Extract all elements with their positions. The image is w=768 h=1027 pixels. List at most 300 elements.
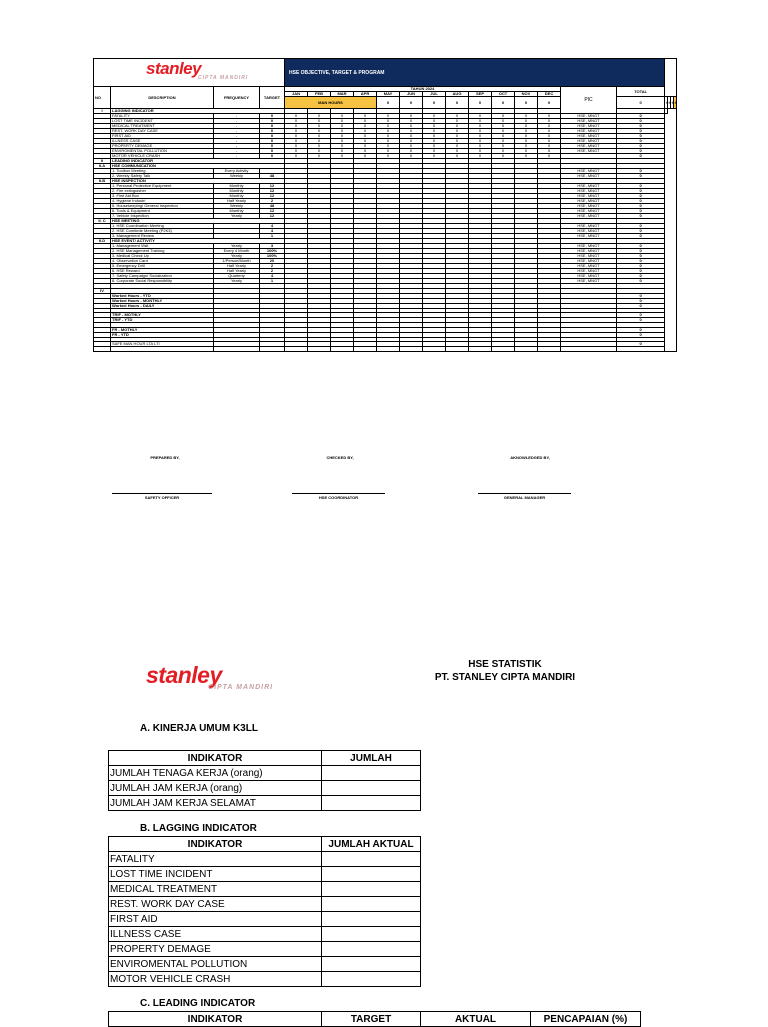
month-cell: 0 xyxy=(285,154,308,159)
month-cell: 0 xyxy=(308,124,331,129)
safety-officer-label: SAFETY OFFICER xyxy=(144,495,180,500)
row-pic: HSE, MNGT xyxy=(561,114,617,119)
logo-sub-text: CIPTA MANDIRI xyxy=(198,75,249,81)
row-description: 3. First Aid Box xyxy=(111,194,214,199)
value-cell xyxy=(322,852,421,867)
row-description: 6. Tools & Equipment xyxy=(111,209,214,214)
iv-total: 0 xyxy=(617,293,665,298)
row-target: 20 xyxy=(260,259,285,264)
row-total: 0 xyxy=(617,209,665,214)
row-frequency: - xyxy=(214,144,260,149)
row-total: 0 xyxy=(617,214,665,219)
row-target: 0 xyxy=(260,154,285,159)
month-cell: 0 xyxy=(423,119,446,124)
value-cell xyxy=(322,957,421,972)
month-cell: 0 xyxy=(446,124,469,129)
row-target: 2 xyxy=(260,269,285,274)
row-target: 12 xyxy=(260,194,285,199)
month-cell: 0 xyxy=(331,149,354,154)
month-cell: 0 xyxy=(515,114,538,119)
row-total: 0 xyxy=(617,119,665,124)
row-pic: HSE, MNGT xyxy=(561,264,617,269)
table-row xyxy=(109,897,421,912)
month-cell: 0 xyxy=(492,129,515,134)
row-frequency: Yearly xyxy=(214,254,260,259)
row-frequency: - xyxy=(214,129,260,134)
man-hours-value: 0 xyxy=(400,97,423,109)
safe-total: 0 xyxy=(617,342,665,347)
month-cell: 0 xyxy=(377,119,400,124)
safe-man-hour-label: SAFE MAN HOUR LTA LTI xyxy=(111,342,214,347)
indicator-cell: ENVIROMENTAL POLLUTION xyxy=(109,957,322,972)
month-cell: 0 xyxy=(308,114,331,119)
section-title: HSE INSPECTION xyxy=(111,179,285,184)
man-hours-value: 0 xyxy=(446,97,469,109)
row-total: 0 xyxy=(617,144,665,149)
company-logo-2 xyxy=(146,664,286,694)
row-description: ILLNESS CASE xyxy=(111,139,214,144)
hse-coordinator-label: HSE COORDINATOR xyxy=(318,495,359,500)
row-target: 0 xyxy=(260,134,285,139)
month-cell: 0 xyxy=(515,139,538,144)
row-description: 1. HSE Coordination Meeting xyxy=(111,224,214,229)
indicator-cell: JUMLAH JAM KERJA SELAMAT xyxy=(109,796,322,811)
row-total: 0 xyxy=(617,149,665,154)
iv-label: TRIF - MOTHLY xyxy=(111,313,214,318)
row-pic: HSE, MNGT xyxy=(561,184,617,189)
month-cell: 0 xyxy=(515,134,538,139)
row-description: 4. Observation Card xyxy=(111,259,214,264)
month-cell: 0 xyxy=(285,119,308,124)
month-jul: JUL xyxy=(423,92,446,97)
col-year: TAHUN 2024 xyxy=(285,87,561,92)
month-aug: AUG xyxy=(446,92,469,97)
logo-brand-text-2: stanley xyxy=(146,662,222,688)
section-title: HSE COMMUNICATION xyxy=(111,164,285,169)
row-frequency: - xyxy=(214,134,260,139)
month-cell: 0 xyxy=(400,129,423,134)
blank-cell xyxy=(423,347,446,352)
row-frequency: Half Yearly xyxy=(214,264,260,269)
row-target: 12 xyxy=(260,184,285,189)
table-row xyxy=(109,867,421,882)
row-frequency: - xyxy=(214,154,260,159)
table-row xyxy=(109,781,421,796)
row-description: 2. HSE Comitede Meeting (P2K3) xyxy=(111,229,214,234)
month-cell: 0 xyxy=(400,124,423,129)
month-cell: 0 xyxy=(469,154,492,159)
row-total: 0 xyxy=(617,134,665,139)
blank-cell xyxy=(665,109,668,114)
sheet-title: HSE OBJECTIVE, TARGET & PROGRAM xyxy=(285,59,665,87)
blank-cell xyxy=(515,347,538,352)
row-frequency: Weekly xyxy=(214,174,260,179)
value-cell xyxy=(322,796,421,811)
month-cell: 0 xyxy=(354,154,377,159)
row-pic: HSE, MNGT xyxy=(561,209,617,214)
row-target: 4 xyxy=(260,229,285,234)
man-hours-total: 0 xyxy=(674,97,677,109)
section-title: HSE EVENT/ ACTIVITY xyxy=(111,239,285,244)
row-description: 5. Housekeeping/ General Inspection xyxy=(111,204,214,209)
indicator-cell: FATALITY xyxy=(109,852,322,867)
row-description: 5. Emergency Drill xyxy=(111,264,214,269)
blank-cell xyxy=(354,347,377,352)
month-cell: 0 xyxy=(538,154,561,159)
man-hours-value: 0 xyxy=(377,97,400,109)
month-jan: JAN xyxy=(285,92,308,97)
row-pic: HSE, MNGT xyxy=(561,194,617,199)
month-cell: 0 xyxy=(400,144,423,149)
month-cell: 0 xyxy=(285,134,308,139)
row-description: 8. Corporate Social Responsibility xyxy=(111,279,214,284)
month-cell: 0 xyxy=(423,114,446,119)
row-target: 4 xyxy=(260,224,285,229)
month-cell: 0 xyxy=(331,114,354,119)
value-cell xyxy=(322,897,421,912)
row-pic: HSE, MNGT xyxy=(561,279,617,284)
table-row xyxy=(109,972,421,987)
month-cell: 0 xyxy=(354,124,377,129)
row-target: 12 xyxy=(260,214,285,219)
month-cell: 0 xyxy=(354,149,377,154)
row-pic: HSE, MNGT xyxy=(561,269,617,274)
row-description: REST. WORK DAY CASE xyxy=(111,129,214,134)
row-frequency: - xyxy=(214,124,260,129)
value-cell xyxy=(322,882,421,897)
month-cell: 0 xyxy=(492,149,515,154)
month-cell: 0 xyxy=(538,119,561,124)
row-frequency: Half Yearly xyxy=(214,269,260,274)
month-cell: 0 xyxy=(538,114,561,119)
row-pic: HSE, MNGT xyxy=(561,254,617,259)
month-cell: 0 xyxy=(492,134,515,139)
blank-cell xyxy=(111,347,214,352)
month-cell: 0 xyxy=(423,129,446,134)
month-feb: FEB xyxy=(308,92,331,97)
month-cell: 0 xyxy=(331,154,354,159)
table-header-cell: TARGET xyxy=(322,1012,421,1027)
table-header-cell: JUMLAH AKTUAL xyxy=(322,837,421,852)
indicator-cell: LOST TIME INCIDENT xyxy=(109,867,322,882)
iv-label: Worked Hours - YTD xyxy=(111,293,214,298)
row-total: 0 xyxy=(617,184,665,189)
month-cell: 0 xyxy=(469,134,492,139)
month-sep: SEP xyxy=(469,92,492,97)
blank-cell xyxy=(538,347,561,352)
iv-total: 0 xyxy=(617,303,665,308)
row-target: 0 xyxy=(260,119,285,124)
row-target: 48 xyxy=(260,204,285,209)
row-pic: HSE, MNGT xyxy=(561,249,617,254)
row-pic: HSE, MNGT xyxy=(561,169,617,174)
row-pic: HSE, MNGT xyxy=(561,149,617,154)
row-total: 0 xyxy=(617,194,665,199)
row-description: MEDICAL TREATMENT xyxy=(111,124,214,129)
col-target: TARGET xyxy=(260,87,285,109)
month-cell: 0 xyxy=(400,119,423,124)
row-frequency: - xyxy=(214,114,260,119)
row-frequency: - xyxy=(214,149,260,154)
col-total: TOTAL xyxy=(617,87,665,97)
month-cell: 0 xyxy=(492,139,515,144)
col-pic: PIC xyxy=(561,87,617,114)
row-target: 100% xyxy=(260,254,285,259)
section-no: II.D xyxy=(94,239,111,244)
month-apr: APR xyxy=(354,92,377,97)
month-cell: 0 xyxy=(423,149,446,154)
row-target: 2 xyxy=(260,199,285,204)
value-cell xyxy=(322,781,421,796)
table-row xyxy=(109,852,421,867)
value-cell xyxy=(322,972,421,987)
row-pic: HSE, MNGT xyxy=(561,214,617,219)
month-cell: 0 xyxy=(469,124,492,129)
man-hours-value: 0 xyxy=(515,97,538,109)
row-description: PROPERTY DEMAGE xyxy=(111,144,214,149)
row-pic: HSE, MNGT xyxy=(561,144,617,149)
row-pic: HSE, MNGT xyxy=(561,234,617,239)
month-cell: 0 xyxy=(538,144,561,149)
indicator-cell: REST. WORK DAY CASE xyxy=(109,897,322,912)
row-target: 1 xyxy=(260,234,285,239)
month-cell: 0 xyxy=(354,129,377,134)
row-description: 2. Weekly Safety Talk xyxy=(111,174,214,179)
row-pic: HSE, MNGT xyxy=(561,139,617,144)
month-cell: 0 xyxy=(446,134,469,139)
row-description: MOTOR VEHICLE CRASH xyxy=(111,154,214,159)
row-target: 0 xyxy=(260,114,285,119)
month-cell: 0 xyxy=(492,154,515,159)
row-frequency: Quarterly xyxy=(214,274,260,279)
month-cell: 0 xyxy=(377,129,400,134)
month-cell: 0 xyxy=(492,114,515,119)
row-target: 2 xyxy=(260,264,285,269)
section-no: II.B xyxy=(94,179,111,184)
man-hours-value: 0 xyxy=(469,97,492,109)
month-cell: 0 xyxy=(354,119,377,124)
iv-label: Worked Hours - DAILY xyxy=(111,303,214,308)
month-cell: 0 xyxy=(469,144,492,149)
section-c-title: C. LEADING INDICATOR xyxy=(140,998,256,1009)
month-cell: 0 xyxy=(423,144,446,149)
row-pic: HSE, MNGT xyxy=(561,174,617,179)
row-description: 7. Vehicle Inspection xyxy=(111,214,214,219)
row-frequency: Every 4 Month xyxy=(214,249,260,254)
row-description: ENVIROMENTAL POLLUTION xyxy=(111,149,214,154)
row-pic: HSE, MNGT xyxy=(561,199,617,204)
indicator-cell: ILLNESS CASE xyxy=(109,927,322,942)
month-cell: 0 xyxy=(515,119,538,124)
month-cell: 0 xyxy=(308,119,331,124)
month-cell: 0 xyxy=(538,139,561,144)
month-cell: 0 xyxy=(446,154,469,159)
iv-total: 0 xyxy=(617,318,665,323)
row-total: 0 xyxy=(617,154,665,159)
row-total: 0 xyxy=(617,279,665,284)
logo-brand-text: stanley xyxy=(146,59,202,78)
section-no: II. C xyxy=(94,219,111,224)
month-cell: 0 xyxy=(469,114,492,119)
month-cell: 0 xyxy=(446,139,469,144)
month-cell: 0 xyxy=(446,144,469,149)
blank-cell xyxy=(469,347,492,352)
row-target: 12 xyxy=(260,209,285,214)
month-cell: 0 xyxy=(308,139,331,144)
statistik-company: PT. STANLEY CIPTA MANDIRI xyxy=(434,672,576,683)
section-title: LEADING INDICATOR xyxy=(111,159,285,164)
table-header-cell: INDIKATOR xyxy=(109,1012,322,1027)
man-hours-label: MAN HOURS xyxy=(285,97,377,109)
table-row xyxy=(109,927,421,942)
section-title: HSE MEETING xyxy=(111,219,285,224)
month-cell: 0 xyxy=(515,154,538,159)
acknowledged-by-label: AKNOWLEDGED BY, xyxy=(510,455,550,460)
value-cell xyxy=(322,867,421,882)
month-cell: 0 xyxy=(400,134,423,139)
blank-cell xyxy=(260,347,285,352)
row-total: 0 xyxy=(617,244,665,249)
row-description: 3. Management Review xyxy=(111,234,214,239)
month-cell: 0 xyxy=(377,149,400,154)
table-header-cell: AKTUAL xyxy=(421,1012,531,1027)
month-jun: JUN xyxy=(400,92,423,97)
blank-cell xyxy=(561,347,617,352)
table-header-cell: INDIKATOR xyxy=(109,751,322,766)
row-description: FIRST AID xyxy=(111,134,214,139)
leading-table xyxy=(108,1011,641,1027)
row-target: 100% xyxy=(260,249,285,254)
month-cell: 0 xyxy=(492,144,515,149)
blank-cell xyxy=(94,347,111,352)
month-oct: OCT xyxy=(492,92,515,97)
row-total: 0 xyxy=(617,259,665,264)
section-a-title: A. KINERJA UMUM K3LL xyxy=(140,723,258,734)
signature-line-officer xyxy=(112,493,212,494)
checked-by-label: CHECKED BY, xyxy=(326,455,354,460)
table-header-cell: PENCAPAIAN (%) xyxy=(531,1012,641,1027)
month-cell: 0 xyxy=(515,149,538,154)
month-cell: 0 xyxy=(331,139,354,144)
row-pic: HSE, MNGT xyxy=(561,129,617,134)
table-header-row xyxy=(109,751,421,766)
gap-row xyxy=(94,347,677,352)
table-header-row xyxy=(109,1012,641,1027)
blank-cell xyxy=(331,347,354,352)
value-cell xyxy=(322,942,421,957)
month-cell: 0 xyxy=(469,119,492,124)
iv-no: IV xyxy=(94,288,111,293)
row-pic: HSE, MNGT xyxy=(561,189,617,194)
row-description: 2. HSE Management Training xyxy=(111,249,214,254)
section-no: II xyxy=(94,159,111,164)
row-frequency: - xyxy=(214,139,260,144)
table-row xyxy=(109,942,421,957)
month-cell: 0 xyxy=(515,129,538,134)
row-total: 0 xyxy=(617,129,665,134)
month-cell: 0 xyxy=(331,134,354,139)
month-cell: 0 xyxy=(308,129,331,134)
value-cell xyxy=(322,912,421,927)
lagging-table xyxy=(108,836,421,987)
indicator-cell: MEDICAL TREATMENT xyxy=(109,882,322,897)
col-no: NO xyxy=(94,87,111,109)
row-frequency: Monthly xyxy=(214,194,260,199)
section-no: II.A xyxy=(94,164,111,169)
indicator-cell: PROPERTY DEMAGE xyxy=(109,942,322,957)
month-cell: 0 xyxy=(423,134,446,139)
table-header-cell: JUMLAH xyxy=(322,751,421,766)
kinerja-table xyxy=(108,750,421,811)
table-header-row xyxy=(109,837,421,852)
row-description: 1. Personal Protective Equipment xyxy=(111,184,214,189)
month-cell: 0 xyxy=(538,134,561,139)
indicator-cell: MOTOR VEHICLE CRASH xyxy=(109,972,322,987)
row-target: 48 xyxy=(260,174,285,179)
logo-sub-text-2: CIPTA MANDIRI xyxy=(208,684,274,691)
month-cell: 0 xyxy=(377,134,400,139)
blank-cell xyxy=(285,347,308,352)
indicator-cell: JUMLAH JAM KERJA (orang) xyxy=(109,781,322,796)
blank-cell xyxy=(617,347,665,352)
row-total: 0 xyxy=(617,249,665,254)
row-total: 0 xyxy=(617,169,665,174)
col-frequency: FREQUENCY xyxy=(214,87,260,109)
month-cell: 0 xyxy=(446,119,469,124)
month-cell: 0 xyxy=(446,149,469,154)
month-cell: 0 xyxy=(446,114,469,119)
row-total: 0 xyxy=(617,264,665,269)
iv-total: 0 xyxy=(617,298,665,303)
row-total: 0 xyxy=(617,124,665,129)
row-pic: HSE, MNGT xyxy=(561,244,617,249)
blank-cell xyxy=(377,347,400,352)
row-description: 6. HSE Reward xyxy=(111,269,214,274)
row-frequency: Monthly xyxy=(214,189,260,194)
row-description: 4. Hygiene Industri xyxy=(111,199,214,204)
month-cell: 0 xyxy=(354,144,377,149)
table-row xyxy=(109,957,421,972)
month-may: MAY xyxy=(377,92,400,97)
row-frequency: Yearly xyxy=(214,214,260,219)
row-pic: HSE, MNGT xyxy=(561,124,617,129)
iv-label: Worked Hours - MONTHLY xyxy=(111,298,214,303)
signature-line-coordinator xyxy=(292,493,385,494)
table-header-cell: INDIKATOR xyxy=(109,837,322,852)
month-cell: 0 xyxy=(285,129,308,134)
month-cell: 0 xyxy=(377,144,400,149)
month-cell: 0 xyxy=(515,124,538,129)
blank-cell xyxy=(400,347,423,352)
iv-total: 0 xyxy=(617,332,665,337)
month-cell: 0 xyxy=(400,149,423,154)
row-pic: HSE, MNGT xyxy=(561,119,617,124)
iv-label: FR - YTD xyxy=(111,332,214,337)
man-hours-value: 0 xyxy=(538,97,561,109)
signature-line-manager xyxy=(478,493,571,494)
blank-cell xyxy=(308,347,331,352)
month-cell: 0 xyxy=(492,124,515,129)
iv-label: TRIF - YTD xyxy=(111,318,214,323)
month-cell: 0 xyxy=(538,149,561,154)
month-cell: 0 xyxy=(469,139,492,144)
month-dec: DEC xyxy=(538,92,561,97)
indicator-cell: JUMLAH TENAGA KERJA (orang) xyxy=(109,766,322,781)
row-frequency: Yearly xyxy=(214,244,260,249)
row-total: 0 xyxy=(617,269,665,274)
row-total: 0 xyxy=(617,254,665,259)
month-cell: 0 xyxy=(469,129,492,134)
